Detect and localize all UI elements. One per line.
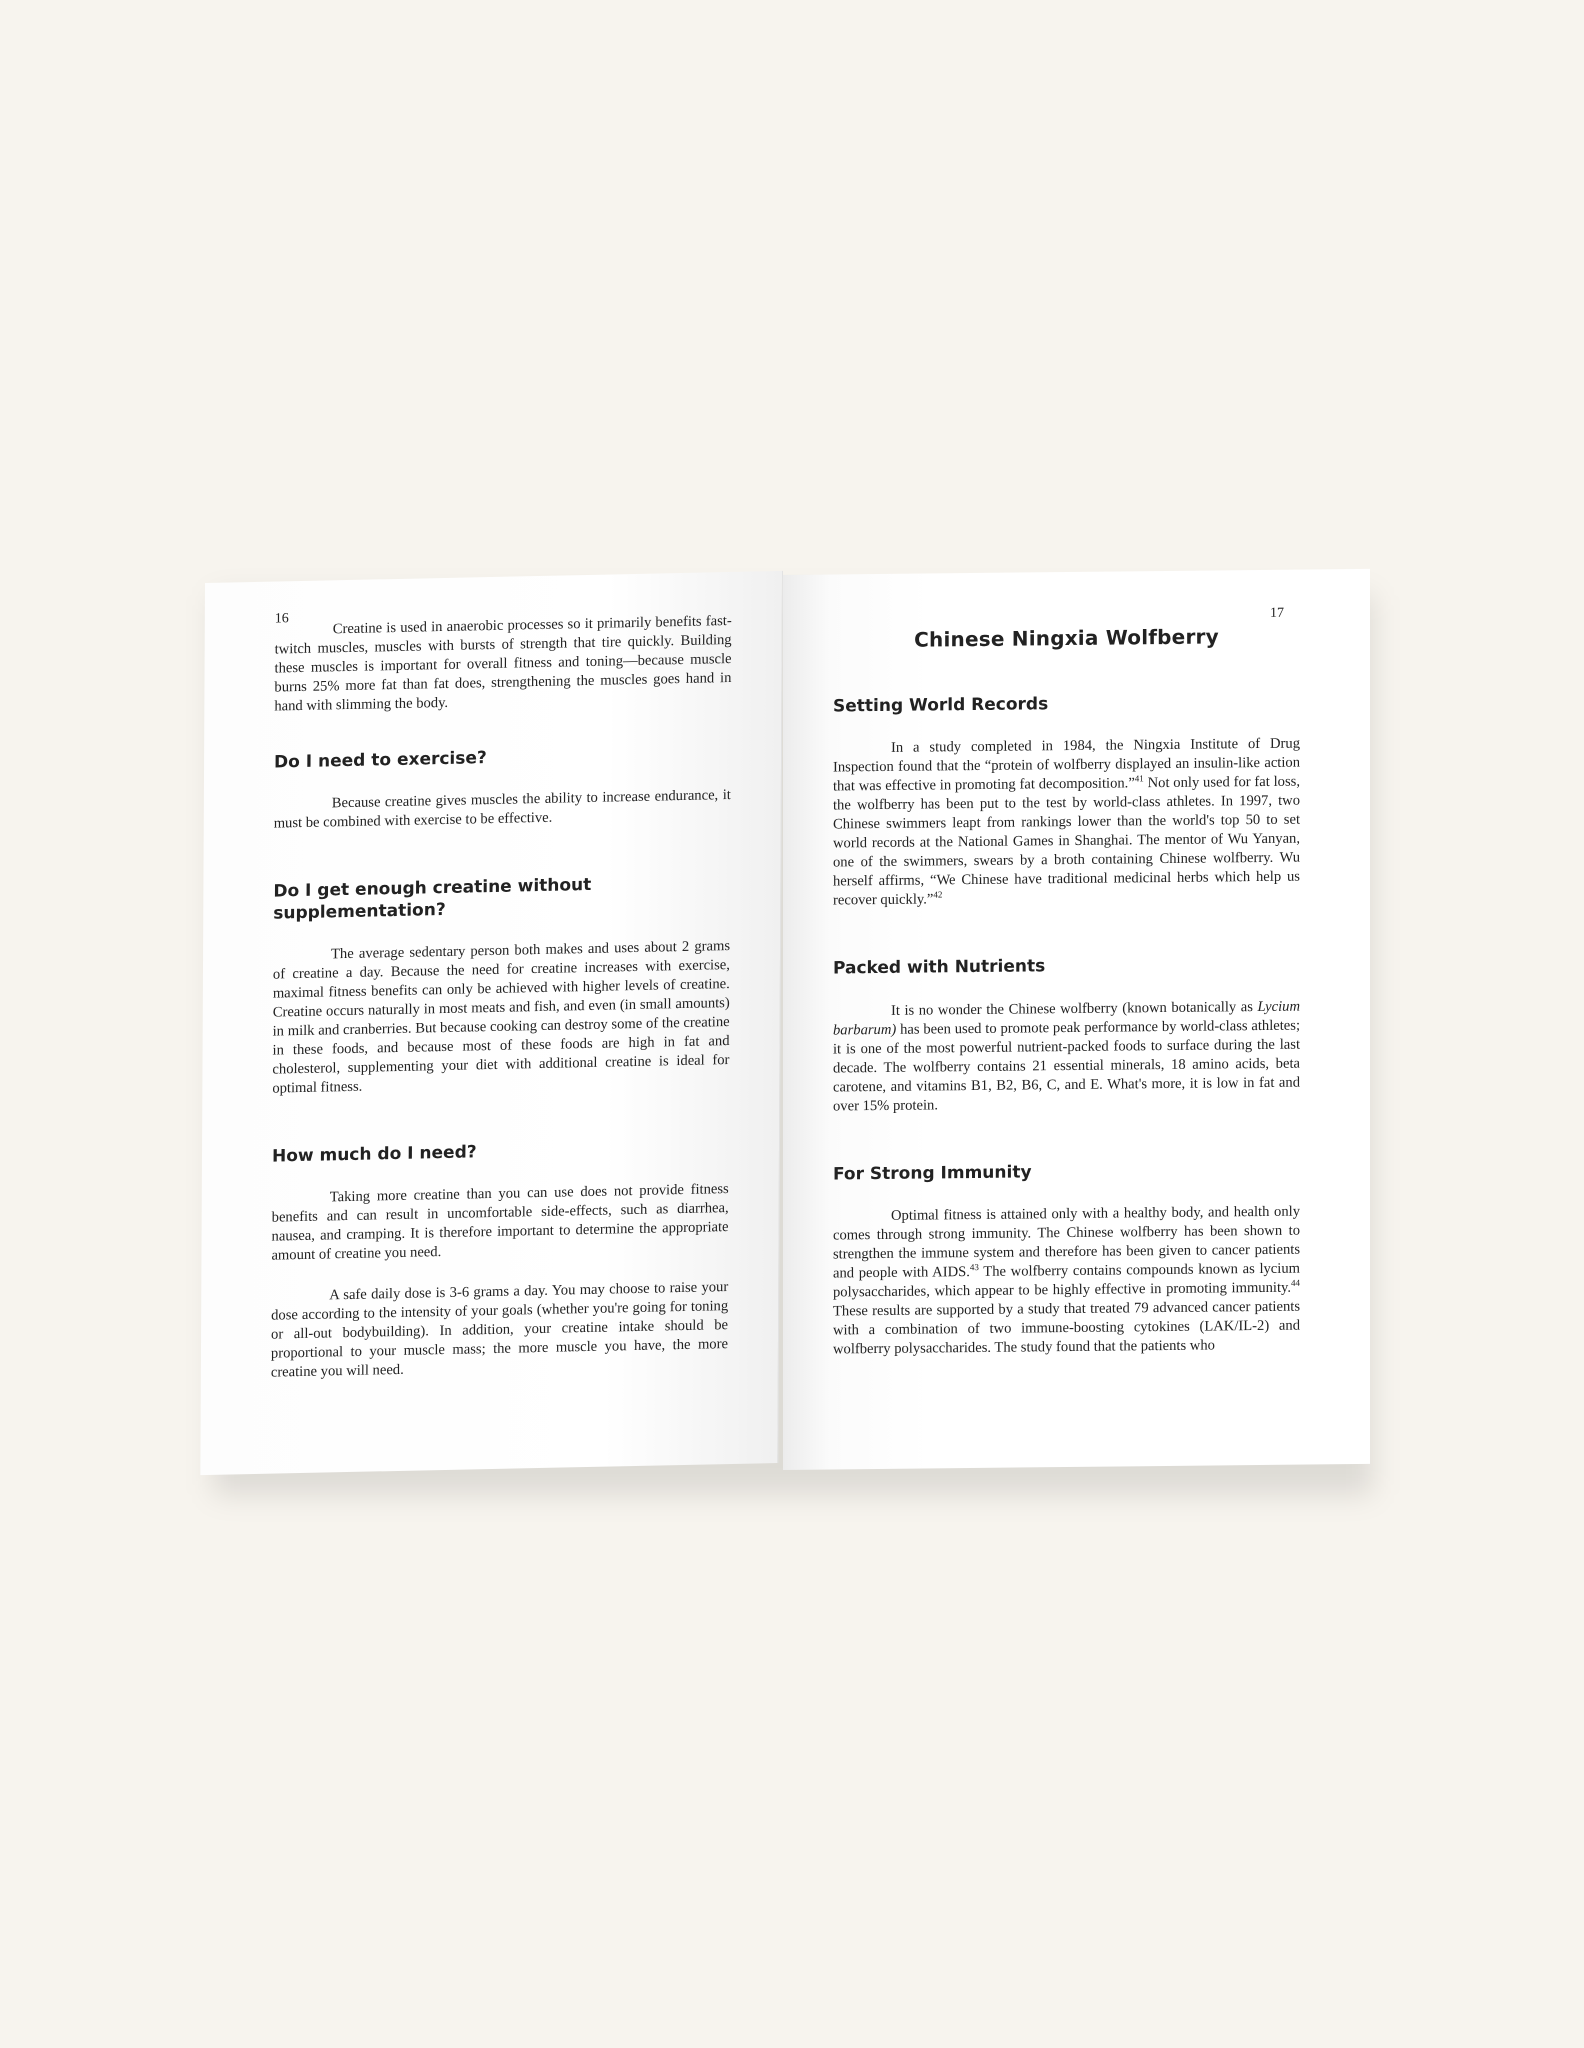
footnote-ref: 41 [1134, 773, 1144, 784]
paragraph-text: has been used to promote peak performance by world-class athletes; it is one of the most powerful nutrient-packed foods to surface during the last decade. The wolfberry contains 21 essential minerals, 18 amino acids, beta carotene, and vitamins B1, B2, B6, C, and E. What's more, it is low in fat and over 15% protein. [833, 1017, 1300, 1114]
left-page [200, 571, 783, 1475]
footnote-ref: 43 [969, 1261, 979, 1272]
section-heading-nutrients: Packed with Nutrients [833, 956, 1046, 979]
paragraph-text: The wolfberry contains compounds known as lycium polysaccharides, which appear to be highly effective in promoting immunity. [833, 1260, 1300, 1301]
paragraph-text: Optimal fitness is attained only with a healthy body, and health only comes through strong immunity. The Chinese wolfberry has been shown to strengthen the immune system and therefore has been given to cancer patients and people with AIDS. [833, 1203, 1300, 1282]
section-paragraph [833, 997, 1300, 1116]
paragraph-text: Not only used for fat loss, the wolfberry has been put to the test by world-class athletes. In 1997, two Chinese swimmers leapt from rankings lower than the world's top 50 to set world records at the National Games in Shanghai. The mentor of Wu Yanyan, one of the swimmers, swears by a broth containing Chinese wolfberry. Wu herself affirms, “We Chinese have traditional medicinal herbs which help us recover quickly.” [833, 773, 1300, 909]
chapter-title: Chinese Ningxia Wolfberry [914, 624, 1219, 652]
section-heading-enough-creatine: Do I get enough creatine without supplementation? [273, 875, 592, 924]
section-paragraph [833, 735, 1300, 911]
section-heading-how-much: How much do I need? [271, 1142, 477, 1167]
botanical-name: Lycium barbarum) [833, 998, 1300, 1038]
paragraph-text: These results are supported by a study that treated 79 advanced cancer patients with a combination of two immune-boosting cytokines (LAK/IL-2) and wolfberry polysaccharides. The study found that the patients who [833, 1298, 1300, 1358]
footnote-ref: 44 [1291, 1277, 1300, 1288]
paragraph-text: It is no wonder the Chinese wolfberry (known botanically as [891, 998, 1258, 1019]
section-heading-immunity: For Strong Immunity [833, 1161, 1032, 1184]
section-paragraph: Taking more creatine than you can use does not provide fitness benefits and can result in uncomfortable side-effects, such as diarrhea, nausea, and cramping. It is therefore important to determine the appropriate amount of creatine you need. [271, 1181, 729, 1264]
section-heading-exercise: Do I need to exercise? [273, 748, 487, 773]
intro-paragraph: Creatine is used in anaerobic processes so it primarily benefits fast-twitch muscles, muscles with bursts of strength that tire quickly. Building these muscles is important for overall fitness and toning—because muscle burns 25% more fat than fat does, strengthening the muscles goes hand in hand with slimming the body. [274, 612, 732, 715]
section-paragraph: Because creatine gives muscles the ability to increase endurance, it must be combined with exercise to be effective. [273, 787, 731, 832]
section-paragraph: The average sedentary person both makes and uses about 2 grams of creatine a day. Because the need for creatine increases with exercise, maximal fitness benefits can only be achieved with higher levels of creatine. Creatine occurs naturally in most meats and fish, and even (in small amounts) in milk and cranberries. But because cooking can destroy some of the creatine in these foods, and because most of these foods are high in fat and cholesterol, supplementing your diet with additional creatine is ideal for optimal fitness. [272, 937, 731, 1097]
section-paragraph: A safe daily dose is 3-6 grams a day. You may choose to raise your dose according to the intensity of your goals (whether you're going for toning or all-out bodybuilding). In addition, your creatine intake should be proportional to your muscle mass; the more muscle you have, the more creatine you will need. [270, 1279, 729, 1381]
page-number-right: 17 [1270, 605, 1284, 621]
page-number-left: 16 [274, 611, 289, 627]
open-booklet [205, 575, 1370, 1485]
paragraph-text: In a study completed in 1984, the Ningxia Institute of Drug Inspection found that the “protein of wolfberry displayed an insulin-like action that was effective in promoting fat decomposition.” [833, 735, 1300, 795]
section-paragraph [833, 1202, 1300, 1359]
footnote-ref: 42 [933, 889, 943, 900]
right-page [783, 569, 1370, 1470]
section-heading-world-records: Setting World Records [833, 694, 1049, 717]
